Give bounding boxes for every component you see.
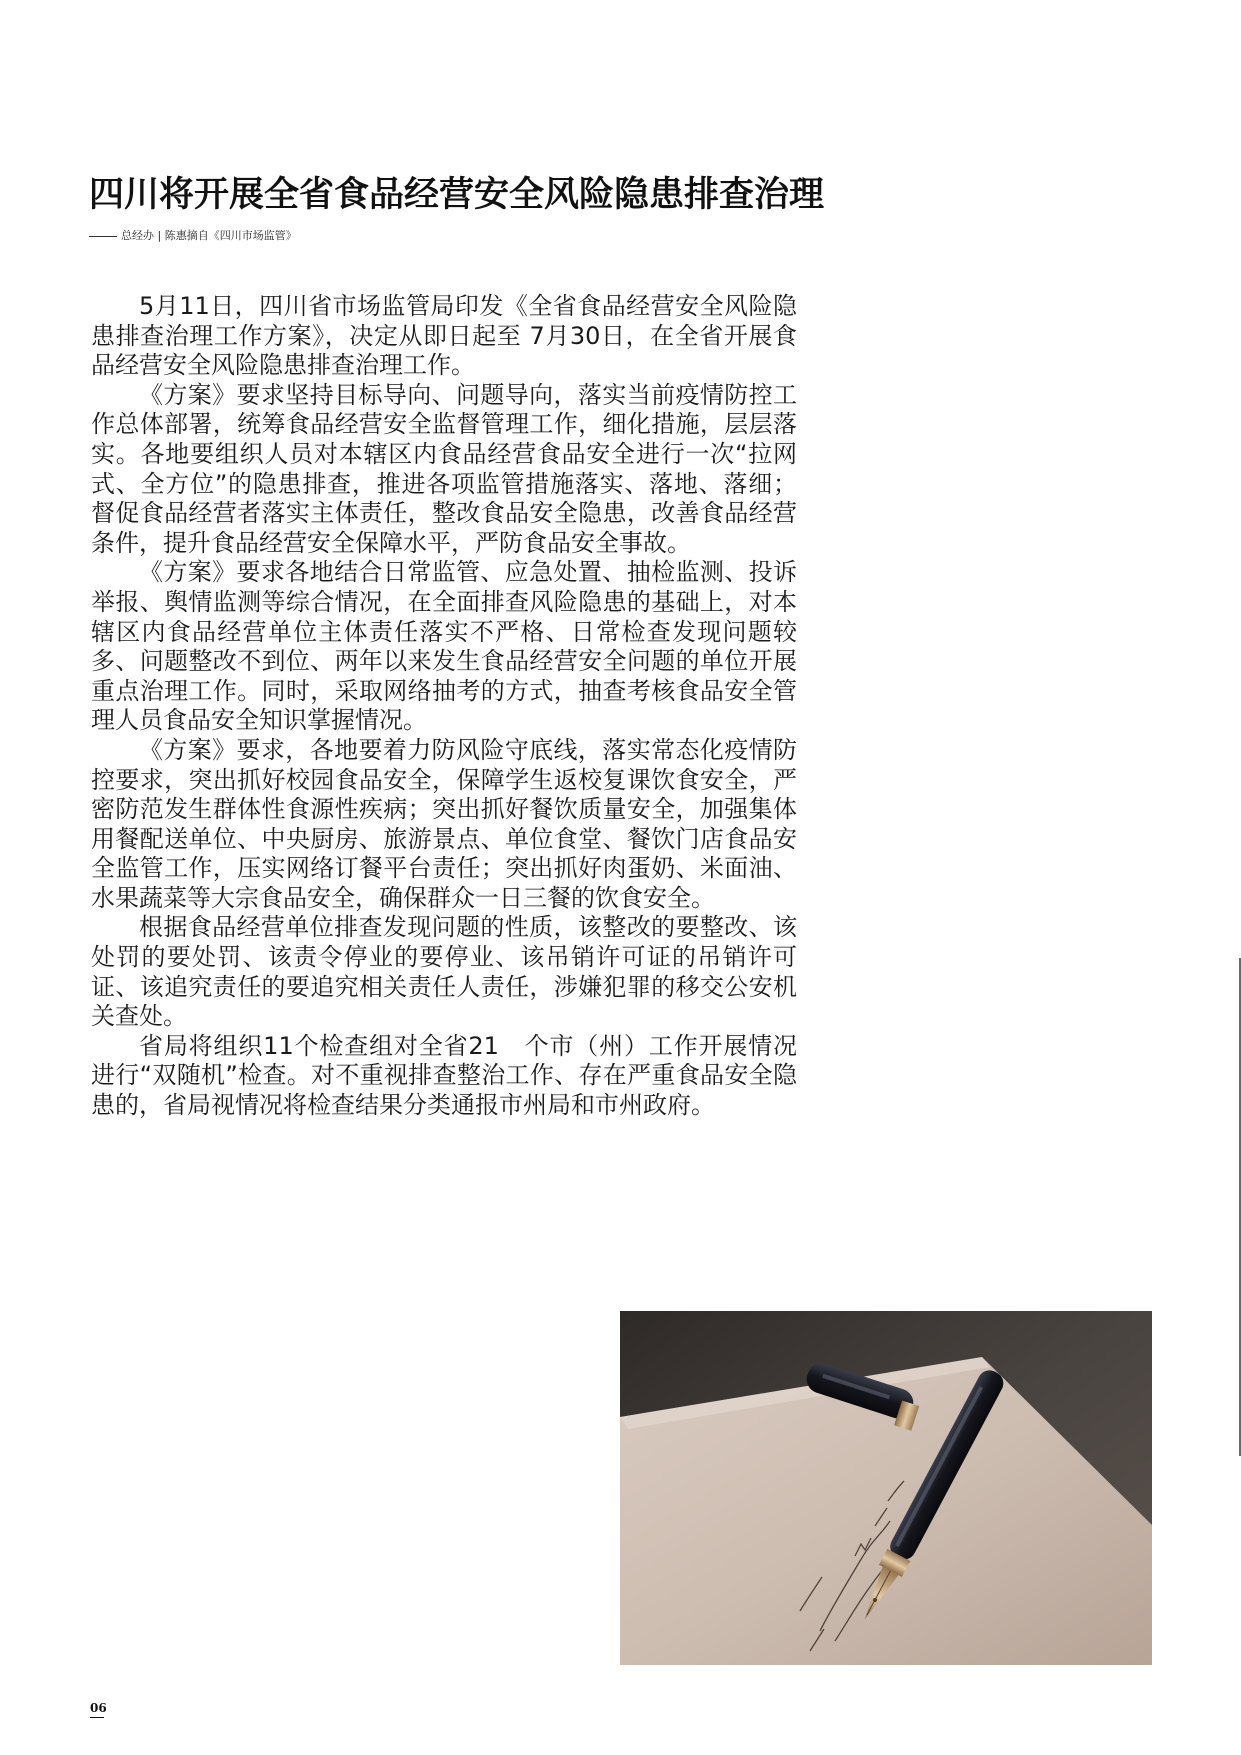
page-number	[90, 1701, 107, 1715]
page-number-text: 06	[90, 1701, 107, 1715]
paragraph-5: 根据食品经营单位排查发现问题的性质，该整改的要整改、该处罚的要处罚、该责令停业的要停业、该吊销许可证的吊销许可证、该追究责任的要追究相关责任人责任，涉嫌犯罪的移交公安机关查处。	[91, 913, 797, 1031]
paragraph-1: 5月11日，四川省市场监管局印发《全省食品经营安全风险隐患排查治理工作方案》，决定从即日起至 7月30日，在全省开展食品经营安全风险隐患排查治理工作。	[91, 292, 797, 380]
paragraph-4: 《方案》要求，各地要着力防风险守底线，落实常态化疫情防控要求，突出抓好校园食品安全，保障学生返校复课饮食安全，严密防范发生群体性食源性疾病；突出抓好餐饮质量安全，加强集体用餐配送单位、中央厨房、旅游景点、单位食堂、餐饮门店食品安全监管工作，压实网络订餐平台责任；突出抓好肉蛋奶、米面油、水果蔬菜等大宗食品安全，确保群众一日三餐的饮食安全。	[91, 735, 797, 912]
byline	[89, 228, 297, 244]
byline-text: 总经办 | 陈惠摘自《四川市场监管》	[121, 229, 297, 242]
byline-dash	[89, 236, 117, 237]
article-title: 四川将开展全省食品经营安全风险隐患排查治理	[89, 174, 825, 215]
paragraph-2: 《方案》要求坚持目标导向、问题导向，落实当前疫情防控工作总体部署，统筹食品经营安全监督管理工作，细化措施，层层落实。各地要组织人员对本辖区内食品经营食品安全进行一次“拉网式、全方位”的隐患排查，推进各项监管措施落实、落地、落细；督促食品经营者落实主体责任，整改食品安全隐患，改善食品经营条件，提升食品经营安全保障水平，严防食品安全事故。	[91, 380, 797, 557]
fountain-pen-photo	[620, 1311, 1152, 1665]
article-body	[91, 292, 797, 1121]
paragraph-3: 《方案》要求各地结合日常监管、应急处置、抽检监测、投诉举报、舆情监测等综合情况，在全面排查风险隐患的基础上，对本辖区内食品经营单位主体责任落实不严格、日常检查发现问题较多、问题整改不到位、两年以来发生食品经营安全问题的单位开展重点治理工作。同时，采取网络抽考的方式，抽查考核食品安全管理人员食品安全知识掌握情况。	[91, 558, 797, 735]
paragraph-6: 省局将组织11个检查组对全省21 个市（州）工作开展情况进行“双随机”检查。对不重视排查整治工作、存在严重食品安全隐患的，省局视情况将检查结果分类通报市州局和市州政府。	[91, 1031, 797, 1120]
page-number-underline	[90, 1717, 104, 1718]
